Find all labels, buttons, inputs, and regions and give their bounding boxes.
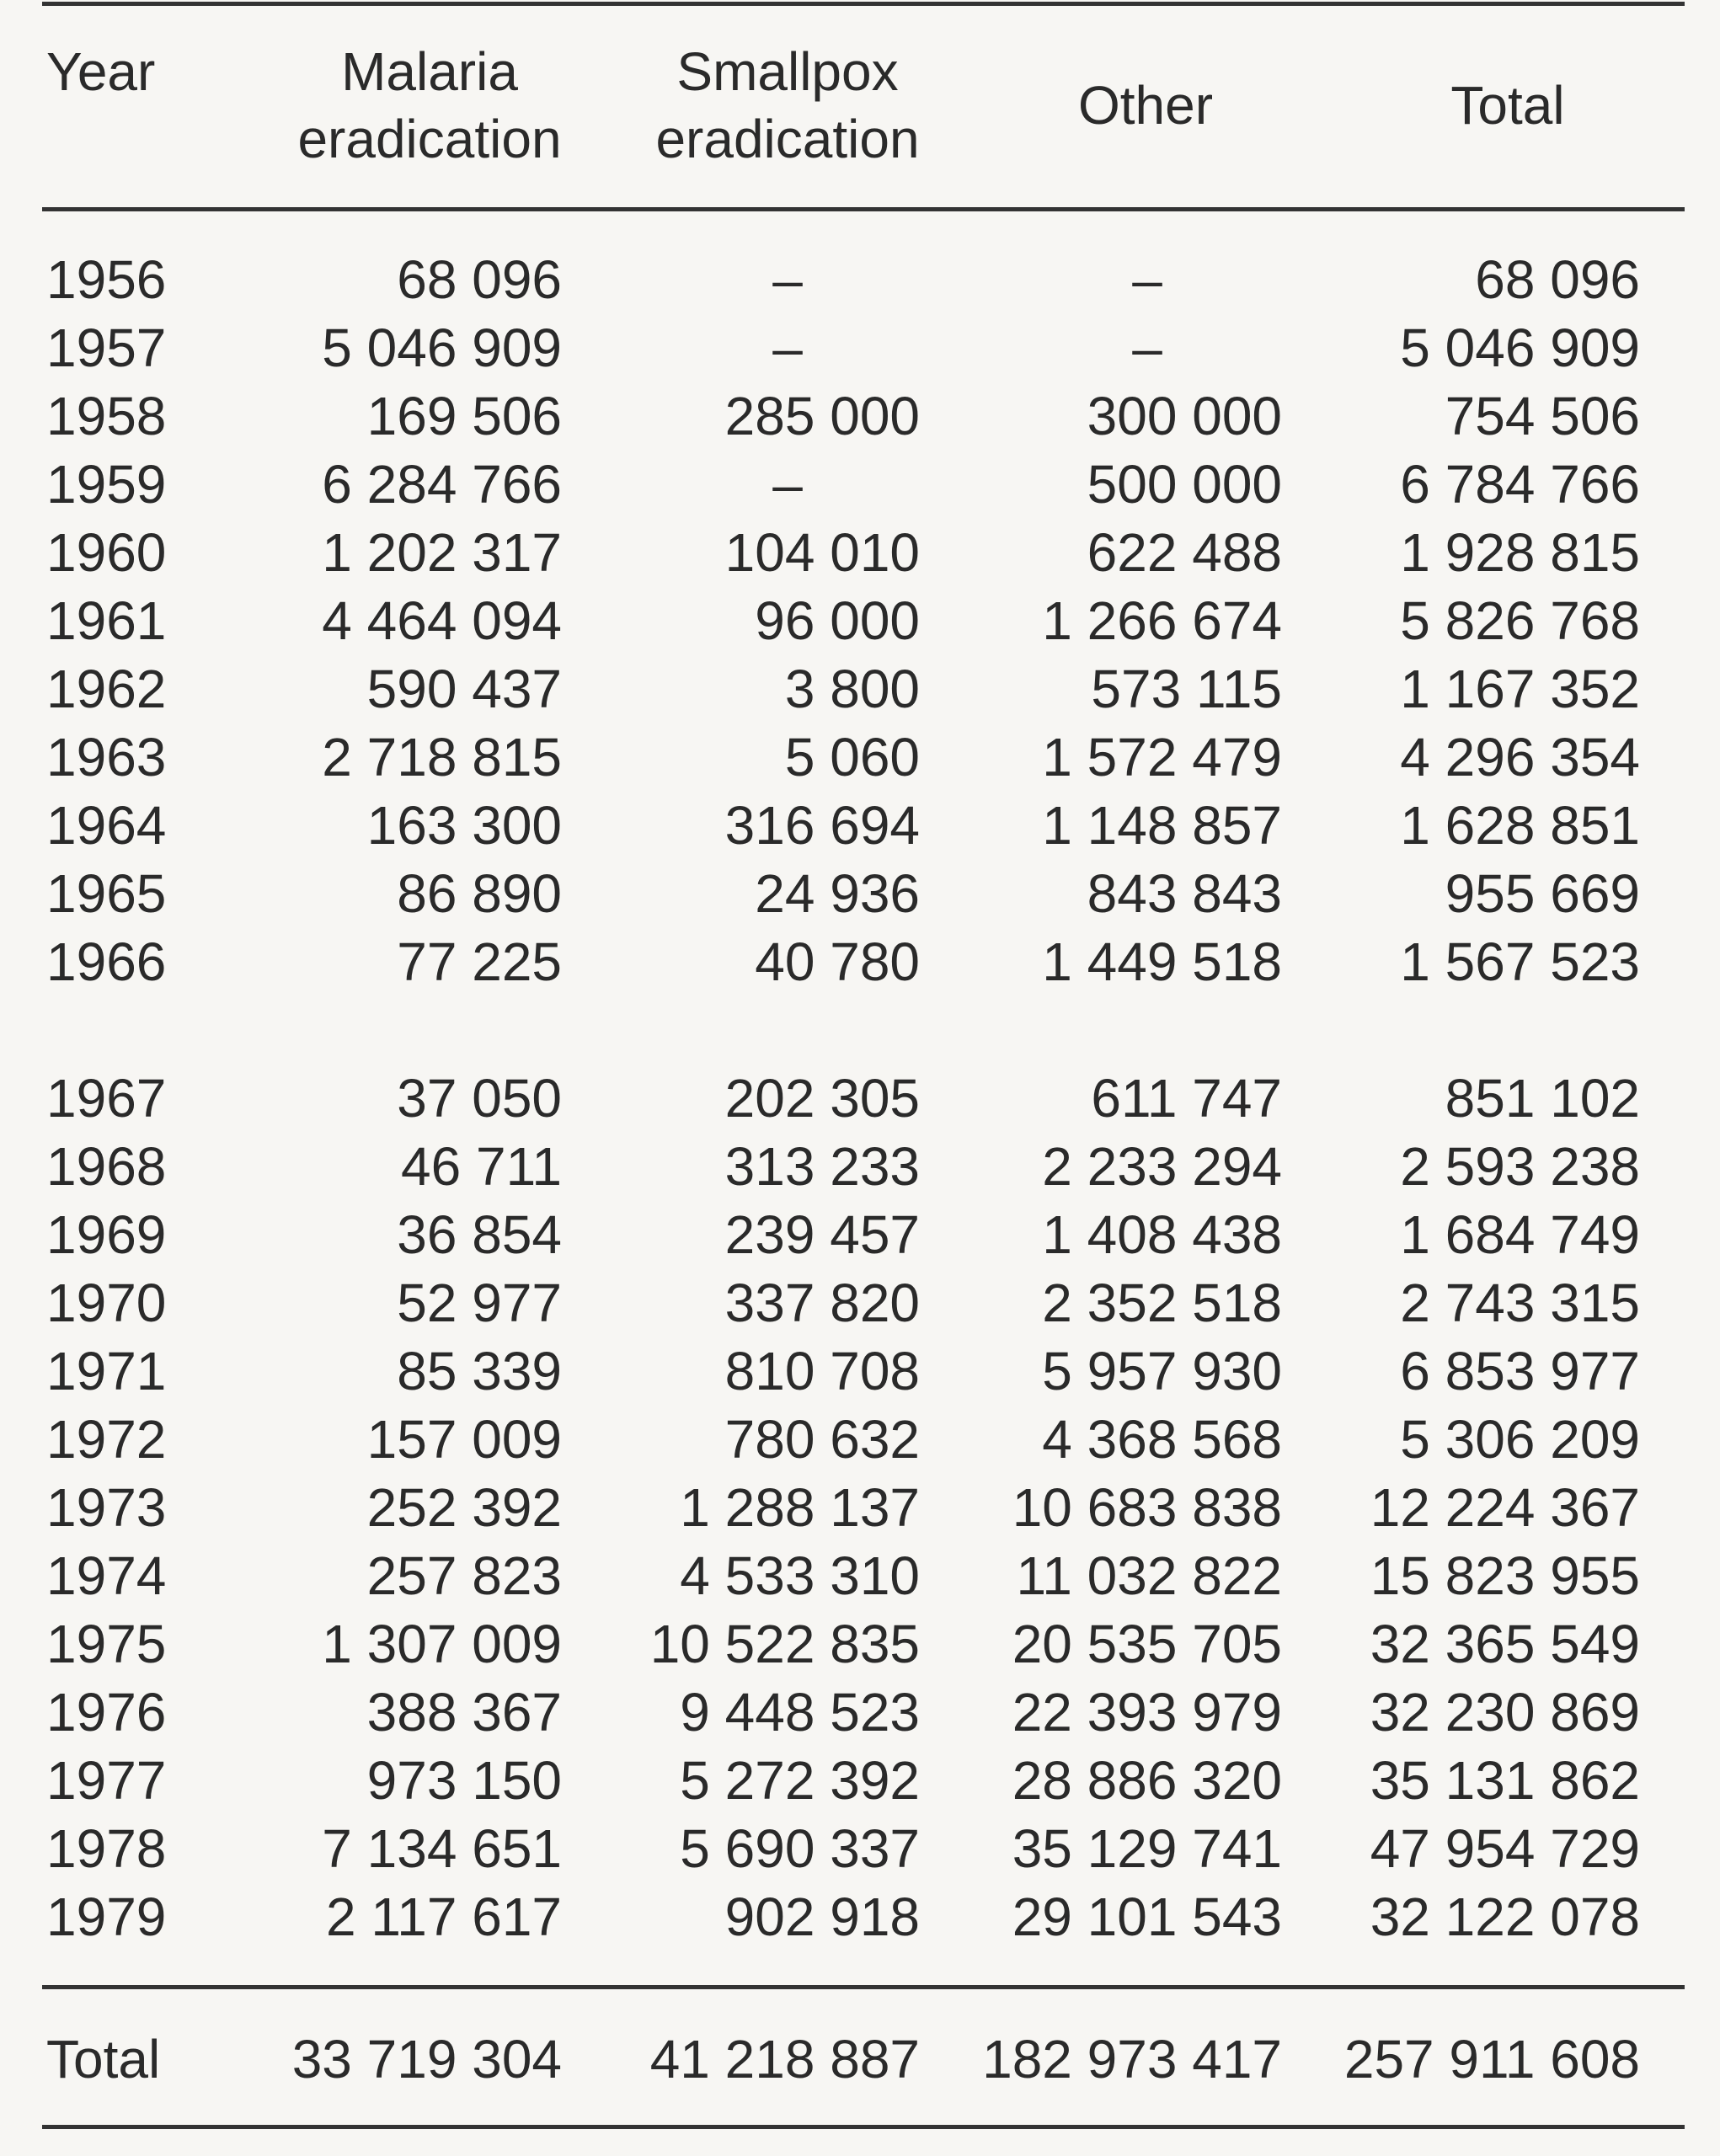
cell-smallpox: 239 457 — [724, 1204, 920, 1265]
cell-other: 29 101 543 — [1012, 1886, 1282, 1947]
cell-malaria: 5 046 909 — [322, 318, 562, 378]
cell-year: 1961 — [46, 590, 167, 651]
table-row — [0, 246, 1720, 314]
cell-total: 6 784 766 — [1400, 454, 1640, 515]
totals-total: 257 911 608 — [1343, 2029, 1640, 2089]
cell-malaria: 2 718 815 — [322, 727, 562, 787]
cell-other: 1 572 479 — [1042, 727, 1282, 787]
header-total: Total — [1450, 75, 1565, 136]
totals-malaria: 33 719 304 — [291, 2029, 562, 2089]
cell-malaria: 7 134 651 — [322, 1818, 562, 1879]
table-row — [0, 519, 1720, 587]
cell-year: 1964 — [46, 795, 167, 856]
table-row — [0, 1065, 1720, 1133]
cell-other: 4 368 568 — [1042, 1409, 1282, 1470]
table-row — [0, 792, 1720, 860]
totals-other: 182 973 417 — [982, 2029, 1282, 2089]
cell-year: 1963 — [46, 727, 167, 787]
cell-malaria: 1 202 317 — [322, 522, 562, 583]
table-row — [0, 1747, 1720, 1815]
table-row — [0, 1678, 1720, 1747]
cell-smallpox: 96 000 — [755, 590, 920, 651]
table-row — [0, 655, 1720, 723]
cell-malaria: 2 117 617 — [326, 1886, 562, 1947]
cell-malaria: 4 464 094 — [322, 590, 562, 651]
cell-year: 1970 — [46, 1273, 167, 1333]
cell-other: 22 393 979 — [1012, 1682, 1282, 1742]
cell-malaria: 52 977 — [397, 1273, 562, 1333]
cell-malaria: 157 009 — [366, 1409, 562, 1470]
cell-other: 300 000 — [1087, 386, 1282, 446]
table-row — [0, 1474, 1720, 1542]
cell-total: 851 102 — [1445, 1068, 1640, 1129]
cell-year: 1977 — [46, 1750, 167, 1811]
cell-year: 1971 — [46, 1341, 167, 1401]
cell-year: 1969 — [46, 1204, 167, 1265]
cell-smallpox: 202 305 — [724, 1068, 920, 1129]
cell-total: 1 567 523 — [1400, 931, 1640, 992]
cell-malaria: 37 050 — [397, 1068, 562, 1129]
cell-total: 47 954 729 — [1370, 1818, 1640, 1879]
cell-other: 573 115 — [1091, 659, 1282, 719]
cell-other: 611 747 — [1091, 1068, 1282, 1129]
cell-other: 2 233 294 — [1042, 1136, 1282, 1197]
cell-total: 32 230 869 — [1370, 1682, 1640, 1742]
cell-total: 5 046 909 — [1400, 318, 1640, 378]
cell-malaria: 257 823 — [366, 1545, 562, 1606]
cell-other: – — [1132, 318, 1162, 378]
totals-label: Total — [46, 2029, 161, 2089]
totals-rule — [42, 1985, 1685, 1989]
cell-total: 4 296 354 — [1400, 727, 1640, 787]
cell-smallpox: 313 233 — [724, 1136, 920, 1197]
cell-other: 5 957 930 — [1042, 1341, 1282, 1401]
cell-other: 1 266 674 — [1042, 590, 1282, 651]
cell-malaria: 973 150 — [366, 1750, 562, 1811]
cell-smallpox: 285 000 — [724, 386, 920, 446]
cell-malaria: 86 890 — [397, 863, 562, 924]
cell-other: 622 488 — [1087, 522, 1282, 583]
cell-malaria: 85 339 — [397, 1341, 562, 1401]
cell-other: 500 000 — [1087, 454, 1282, 515]
cell-year: 1978 — [46, 1818, 167, 1879]
cell-year: 1973 — [46, 1477, 167, 1538]
cell-other: – — [1132, 249, 1162, 310]
cell-smallpox: 810 708 — [724, 1341, 920, 1401]
cell-total: 955 669 — [1445, 863, 1640, 924]
table-row — [0, 860, 1720, 928]
cell-malaria: 1 307 009 — [322, 1614, 562, 1674]
header-rule — [42, 207, 1685, 211]
top-rule — [42, 2, 1685, 6]
cell-other: 20 535 705 — [1012, 1614, 1282, 1674]
cell-total: 15 823 955 — [1370, 1545, 1640, 1606]
header-other: Other — [1077, 75, 1214, 136]
cell-total: 5 306 209 — [1400, 1409, 1640, 1470]
cell-malaria: 252 392 — [366, 1477, 562, 1538]
table-row — [0, 382, 1720, 451]
header-year: Year — [46, 41, 156, 102]
cell-year: 1966 — [46, 931, 167, 992]
table-row — [0, 1883, 1720, 1951]
cell-malaria: 163 300 — [366, 795, 562, 856]
cell-other: 2 352 518 — [1042, 1273, 1282, 1333]
cell-malaria: 68 096 — [397, 249, 562, 310]
cell-year: 1974 — [46, 1545, 167, 1606]
cell-total: 1 628 851 — [1400, 795, 1640, 856]
cell-total: 32 122 078 — [1370, 1886, 1640, 1947]
cell-year: 1959 — [46, 454, 167, 515]
cell-year: 1967 — [46, 1068, 167, 1129]
cell-smallpox: 5 272 392 — [680, 1750, 920, 1811]
header-malaria-line1: Malaria — [341, 41, 518, 102]
cell-smallpox: 337 820 — [724, 1273, 920, 1333]
cell-year: 1956 — [46, 249, 167, 310]
cell-year: 1972 — [46, 1409, 167, 1470]
cell-other: 843 843 — [1087, 863, 1282, 924]
cell-year: 1960 — [46, 522, 167, 583]
cell-malaria: 388 367 — [366, 1682, 562, 1742]
cell-malaria: 77 225 — [397, 931, 562, 992]
cell-smallpox: 780 632 — [724, 1409, 920, 1470]
table-row — [0, 451, 1720, 519]
table-row — [0, 1815, 1720, 1883]
cell-other: 11 032 822 — [1016, 1545, 1282, 1606]
cell-smallpox: 316 694 — [724, 795, 920, 856]
totals-smallpox: 41 218 887 — [649, 2029, 920, 2089]
cell-smallpox: – — [772, 454, 803, 515]
cell-total: 2 593 238 — [1400, 1136, 1640, 1197]
cell-total: 1 928 815 — [1400, 522, 1640, 583]
cell-total: 12 224 367 — [1370, 1477, 1640, 1538]
cell-total: 6 853 977 — [1400, 1341, 1640, 1401]
table-row — [0, 1542, 1720, 1610]
cell-total: 5 826 768 — [1400, 590, 1640, 651]
cell-smallpox: 24 936 — [755, 863, 920, 924]
header-malaria-line2: eradication — [297, 109, 562, 169]
cell-other: 10 683 838 — [1012, 1477, 1282, 1538]
table-row — [0, 1133, 1720, 1201]
cell-smallpox: 10 522 835 — [649, 1614, 920, 1674]
cell-year: 1979 — [46, 1886, 167, 1947]
cell-total: 754 506 — [1445, 386, 1640, 446]
table-row — [0, 1337, 1720, 1406]
bottom-rule — [42, 2125, 1685, 2129]
header-smallpox-line2: eradication — [655, 109, 920, 169]
cell-smallpox: 5 060 — [784, 727, 920, 787]
cell-smallpox: – — [772, 249, 803, 310]
cell-year: 1965 — [46, 863, 167, 924]
cell-year: 1962 — [46, 659, 167, 719]
table-row — [0, 587, 1720, 655]
table-row — [0, 314, 1720, 382]
cell-other: 35 129 741 — [1012, 1818, 1282, 1879]
cell-year: 1975 — [46, 1614, 167, 1674]
table-row — [0, 1201, 1720, 1269]
table-row — [0, 1610, 1720, 1678]
cell-smallpox: 4 533 310 — [680, 1545, 920, 1606]
cell-total: 68 096 — [1475, 249, 1640, 310]
cell-smallpox: 40 780 — [755, 931, 920, 992]
table-row — [0, 723, 1720, 792]
cell-smallpox: 902 918 — [724, 1886, 920, 1947]
cell-smallpox: 1 288 137 — [680, 1477, 920, 1538]
header-smallpox-line1: Smallpox — [676, 41, 899, 102]
table-row — [0, 1406, 1720, 1474]
cell-malaria: 36 854 — [397, 1204, 562, 1265]
cell-total: 2 743 315 — [1400, 1273, 1640, 1333]
cell-other: 1 408 438 — [1042, 1204, 1282, 1265]
table-row — [0, 928, 1720, 996]
cell-year: 1958 — [46, 386, 167, 446]
cell-smallpox: 104 010 — [724, 522, 920, 583]
cell-other: 1 449 518 — [1042, 931, 1282, 992]
table-row — [0, 1269, 1720, 1337]
cell-malaria: 590 437 — [366, 659, 562, 719]
cell-malaria: 169 506 — [366, 386, 562, 446]
cell-smallpox: – — [772, 318, 803, 378]
totals-row — [0, 2025, 1720, 2094]
cell-year: 1976 — [46, 1682, 167, 1742]
cell-smallpox: 5 690 337 — [680, 1818, 920, 1879]
cell-other: 28 886 320 — [1012, 1750, 1282, 1811]
cell-total: 35 131 862 — [1370, 1750, 1640, 1811]
cell-year: 1957 — [46, 318, 167, 378]
cell-total: 1 167 352 — [1400, 659, 1640, 719]
cell-smallpox: 3 800 — [784, 659, 920, 719]
cell-total: 1 684 749 — [1400, 1204, 1640, 1265]
cell-malaria: 46 711 — [401, 1136, 562, 1197]
cell-malaria: 6 284 766 — [322, 454, 562, 515]
cell-year: 1968 — [46, 1136, 167, 1197]
cell-other: 1 148 857 — [1042, 795, 1282, 856]
cell-smallpox: 9 448 523 — [680, 1682, 920, 1742]
cell-total: 32 365 549 — [1370, 1614, 1640, 1674]
